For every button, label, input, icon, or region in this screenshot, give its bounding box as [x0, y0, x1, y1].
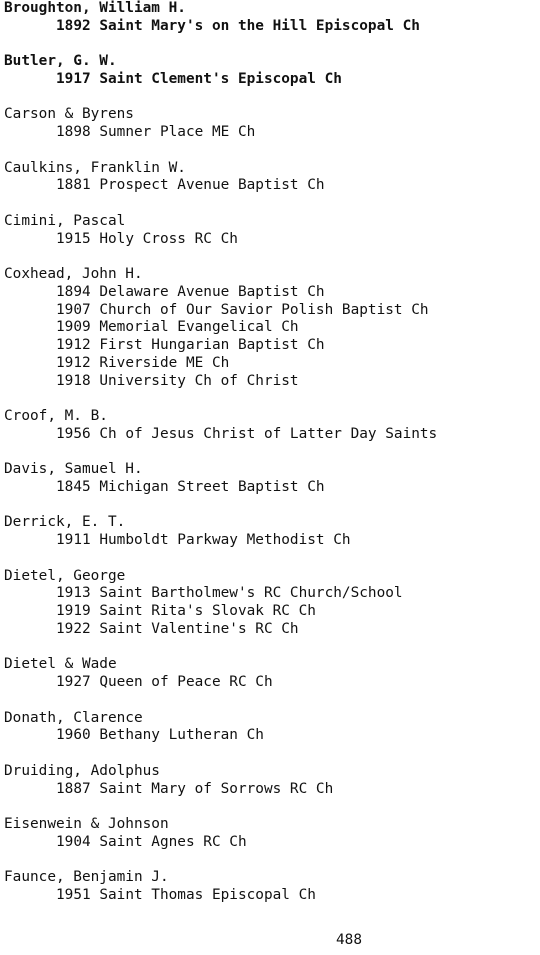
architect-index-list [4, 0, 538, 922]
work-year: 1887 [56, 780, 91, 797]
work-year: 1894 [56, 283, 91, 300]
architect-name: Faunce, Benjamin J. [4, 869, 169, 886]
architect-name: Broughton, William H. [4, 0, 186, 16]
architect-entry [4, 408, 538, 444]
work-year: 1922 [56, 621, 91, 638]
work-year: 1881 [56, 177, 91, 194]
church-name: Delaware Avenue Baptist Ch [99, 283, 325, 300]
church-name: Saint Clement's Episcopal Ch [99, 70, 342, 87]
church-name: Bethany Lutheran Ch [99, 727, 264, 744]
architect-name: Dietel, George [4, 567, 126, 584]
church-name: Saint Agnes RC Ch [99, 833, 247, 850]
church-work-line [4, 355, 538, 373]
church-work-line [4, 479, 538, 497]
architect-entry [4, 160, 538, 196]
architect-name: Cimini, Pascal [4, 212, 126, 229]
church-work-line [4, 674, 538, 692]
work-year: 1960 [56, 727, 91, 744]
work-year: 1927 [56, 674, 91, 691]
church-work-line [4, 373, 538, 391]
church-name: Saint Mary's on the Hill Episcopal Ch [99, 17, 420, 34]
work-year: 1912 [56, 337, 91, 354]
architect-entry [4, 710, 538, 746]
church-work-line [4, 231, 538, 249]
architect-entry [4, 461, 538, 497]
church-work-line [4, 621, 538, 639]
church-name: Michigan Street Baptist Ch [99, 479, 325, 496]
church-name: Saint Valentine's RC Ch [99, 621, 299, 638]
architect-entry [4, 213, 538, 249]
church-name: First Hungarian Baptist Ch [99, 337, 325, 354]
work-year: 1951 [56, 887, 91, 903]
work-year: 1904 [56, 833, 91, 850]
church-work-line [4, 532, 538, 550]
architect-entry [4, 514, 538, 550]
church-work-line [4, 337, 538, 355]
church-work-line [4, 319, 538, 337]
work-year: 1845 [56, 479, 91, 496]
architect-entry [4, 763, 538, 799]
church-name: Saint Bartholmew's RC Church/School [99, 585, 403, 602]
work-year: 1913 [56, 585, 91, 602]
church-work-line [4, 781, 538, 799]
church-name: Queen of Peace RC Ch [99, 674, 273, 691]
architect-name: Croof, M. B. [4, 408, 108, 425]
work-year: 1917 [56, 70, 91, 87]
work-year: 1907 [56, 301, 91, 318]
church-work-line [4, 177, 538, 195]
church-work-line [4, 302, 538, 320]
church-work-line [4, 124, 538, 142]
church-work-line [4, 585, 538, 603]
church-work-line [4, 426, 538, 444]
work-year: 1892 [56, 17, 91, 34]
architect-name: Eisenwein & Johnson [4, 816, 169, 833]
architect-name: Caulkins, Franklin W. [4, 159, 186, 176]
architect-entry [4, 869, 538, 905]
church-name: Sumner Place ME Ch [99, 124, 256, 141]
architect-entry [4, 568, 538, 639]
architect-name: Carson & Byrens [4, 106, 134, 123]
architect-entry [4, 0, 538, 36]
church-name: Holy Cross RC Ch [99, 230, 238, 247]
work-year: 1915 [56, 230, 91, 247]
church-name: Memorial Evangelical Ch [99, 319, 299, 336]
work-year: 1918 [56, 372, 91, 389]
church-work-line [4, 18, 538, 36]
church-name: Riverside ME Ch [99, 354, 230, 371]
church-name: Prospect Avenue Baptist Ch [99, 177, 325, 194]
church-name: Church of Our Savior Polish Baptist Ch [99, 301, 429, 318]
church-work-line [4, 727, 538, 745]
church-name: Saint Mary of Sorrows RC Ch [99, 780, 334, 797]
church-name: Humboldt Parkway Methodist Ch [99, 532, 351, 549]
work-year: 1911 [56, 532, 91, 549]
architect-entry [4, 53, 538, 89]
architect-name: Coxhead, John H. [4, 265, 143, 282]
architect-name: Davis, Samuel H. [4, 461, 143, 478]
church-work-line [4, 834, 538, 852]
church-name: Saint Thomas Episcopal Ch [99, 887, 316, 903]
page-number: 488 [336, 932, 362, 948]
church-work-line [4, 71, 538, 89]
architect-entry [4, 266, 538, 391]
architect-name: Butler, G. W. [4, 53, 117, 70]
church-name: Ch of Jesus Christ of Latter Day Saints [99, 425, 438, 442]
architect-entry [4, 106, 538, 142]
church-name: Saint Rita's Slovak RC Ch [99, 603, 316, 620]
architect-name: Dietel & Wade [4, 656, 117, 673]
work-year: 1912 [56, 354, 91, 371]
church-name: University Ch of Christ [99, 372, 299, 389]
architect-entry [4, 816, 538, 852]
architect-name: Derrick, E. T. [4, 514, 126, 531]
architect-name: Donath, Clarence [4, 709, 143, 726]
work-year: 1956 [56, 425, 91, 442]
architect-entry [4, 656, 538, 692]
work-year: 1909 [56, 319, 91, 336]
church-work-line [4, 284, 538, 302]
church-work-line [4, 887, 538, 905]
church-work-line [4, 603, 538, 621]
work-year: 1919 [56, 603, 91, 620]
architect-name: Druiding, Adolphus [4, 762, 160, 779]
work-year: 1898 [56, 124, 91, 141]
